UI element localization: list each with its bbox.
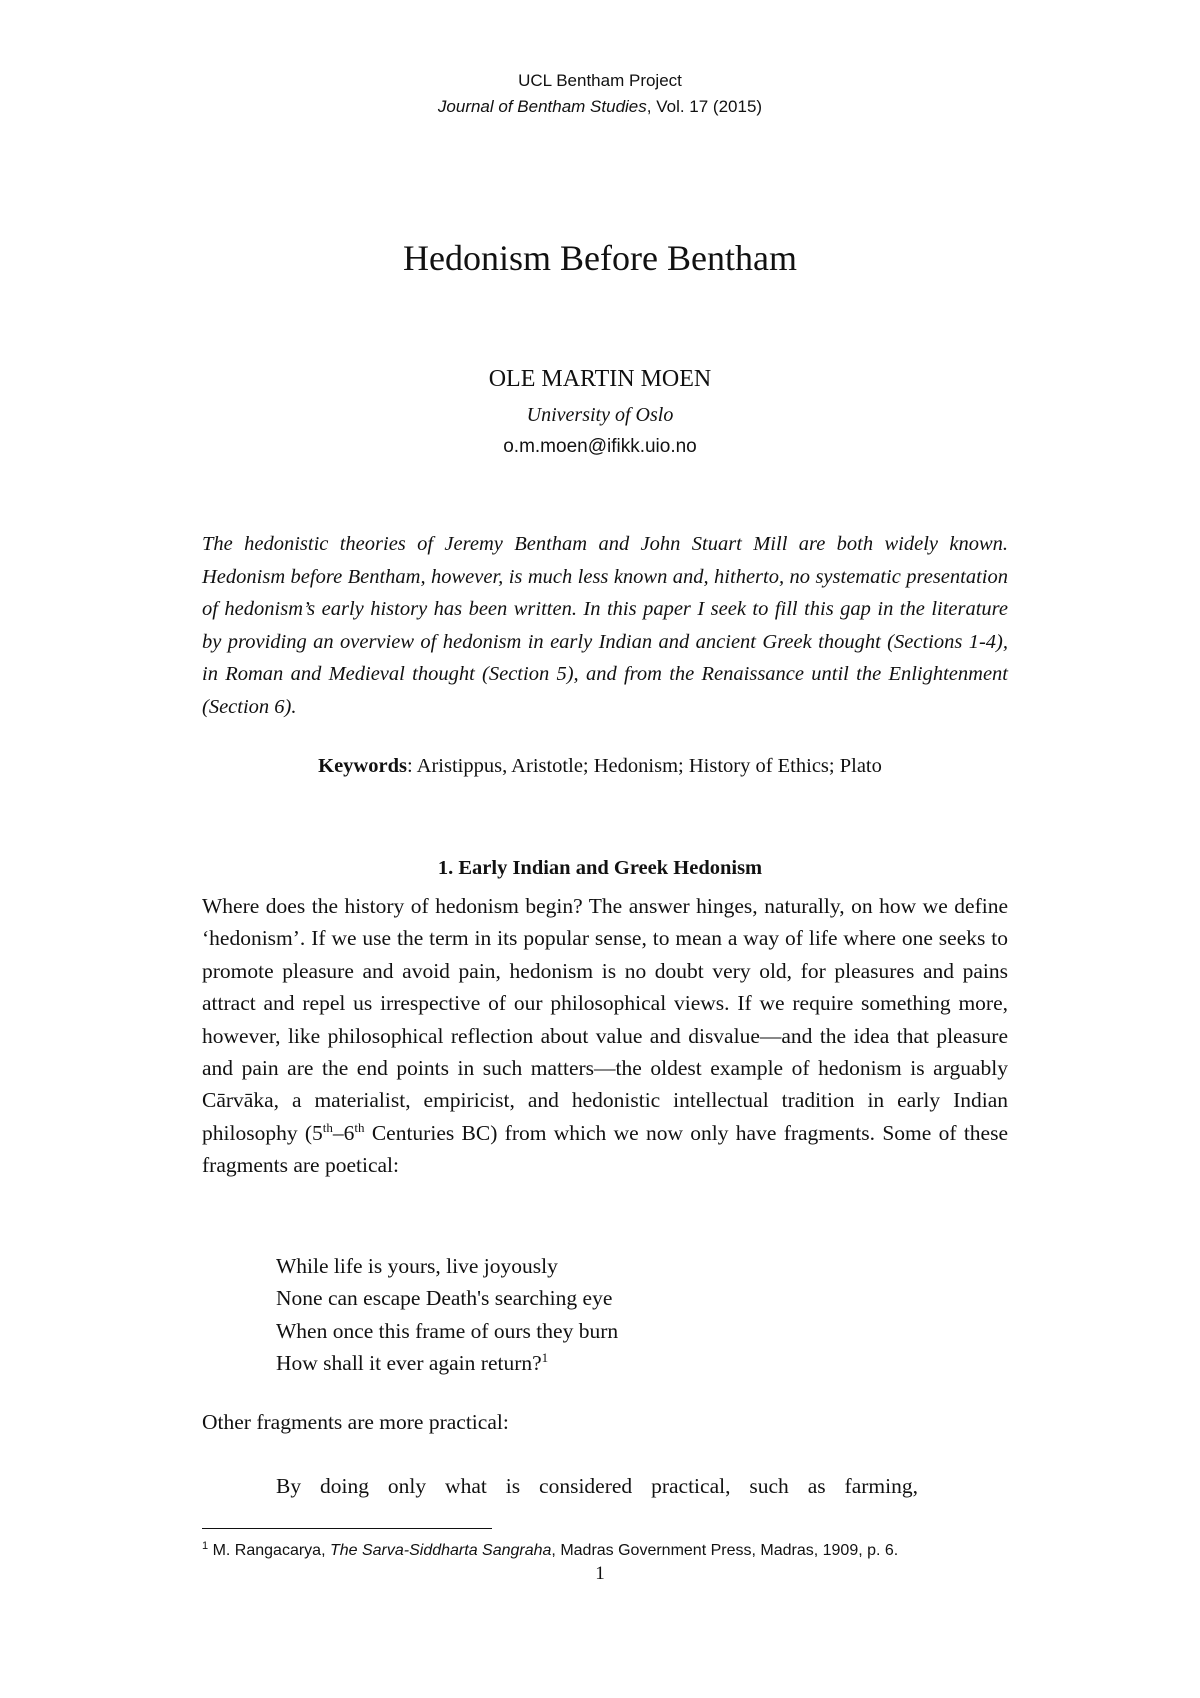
poem-quote [276, 1250, 976, 1380]
keywords [0, 752, 1200, 780]
poem-line: None can escape Death's searching eye [276, 1286, 613, 1311]
footnote-rest: , Madras Government Press, Madras, 1909, p. 6. [551, 1542, 899, 1559]
poem-line: When once this frame of ours they burn [276, 1318, 619, 1343]
body-paragraph-2: Other fragments are more practical: [202, 1410, 509, 1434]
author-affiliation: University of Oslo [526, 404, 674, 426]
footnote-divider [202, 1528, 492, 1529]
footnote-number: 1 [202, 1540, 209, 1552]
keywords-text: : Aristippus, Aristotle; Hedonism; History of Ethics; Plato [406, 755, 882, 777]
running-header-journal [0, 96, 1200, 118]
century-dash: –6 [332, 1120, 355, 1145]
page-number: 1 [595, 1563, 605, 1584]
footnote [202, 1540, 1022, 1562]
section-heading: 1. Early Indian and Greek Hedonism [437, 857, 763, 879]
poem-line-last [276, 1347, 976, 1379]
running-header-project: UCL Bentham Project [518, 71, 682, 90]
journal-name: Journal of Bentham Studies [437, 97, 647, 116]
abstract: The hedonistic theories of Jeremy Bentham and John Stuart Mill are both widely known. Hedonism before Bentham, however, is much less known and, hitherto, no systematic presentation of hedonism’s early history has been written. In this paper I seek to fill this gap in the literature by providing an overview of hedonism in early Indian and ancient Greek thought (Sections 1-4), in Roman and Medieval thought (Section 5), and from the Renaissance until the Enlightenment (Section 6). [202, 533, 1008, 718]
author-name: OLE MARTIN MOEN [488, 366, 712, 392]
author-email[interactable]: o.m.moen@ifikk.uio.no [503, 436, 697, 457]
footnote-title: The Sarva-Siddharta Sangraha [329, 1542, 552, 1559]
journal-volume: , Vol. 17 (2015) [646, 97, 763, 116]
footnote-author: M. Rangacarya, [208, 1542, 330, 1559]
superscript-th: th [354, 1119, 365, 1135]
footnote-reference[interactable]: 1 [541, 1350, 549, 1366]
superscript-th: th [322, 1119, 333, 1135]
poem-line: While life is yours, live joyously [276, 1254, 558, 1278]
body-paragraph-text-start: Where does the history of hedonism begin? The answer hinges, naturally, on how we define ‘hedonism’. If we use the term in its popular sense, to mean a way of life where one seeks to promote pleasure and avoid pain, hedonism is no doubt very old, for pleasures and pains attract and repel us irrespective of our philosophical views. If we require something more, however, like philosophical reflection about value and disvalue—and the idea that pleasure and pain are the end points in such matters—the oldest example of hedonism is arguably Cārvāka, a materialist, empiricist, and hedonistic intellectual tradition in early Indian philosophy (5 [202, 894, 1008, 1145]
paper-title: Hedonism Before Bentham [403, 238, 797, 278]
body-paragraph-text-end: Centuries BC) from which we now only have fragments. Some of these fragments are poetical: [202, 1120, 1008, 1178]
block-quote-2: By doing only what is considered practical, such as farming, [276, 1474, 918, 1498]
poem-line-text: How shall it ever again return? [276, 1351, 542, 1376]
keywords-label: Keywords [318, 755, 407, 777]
body-paragraph [202, 890, 1008, 1182]
